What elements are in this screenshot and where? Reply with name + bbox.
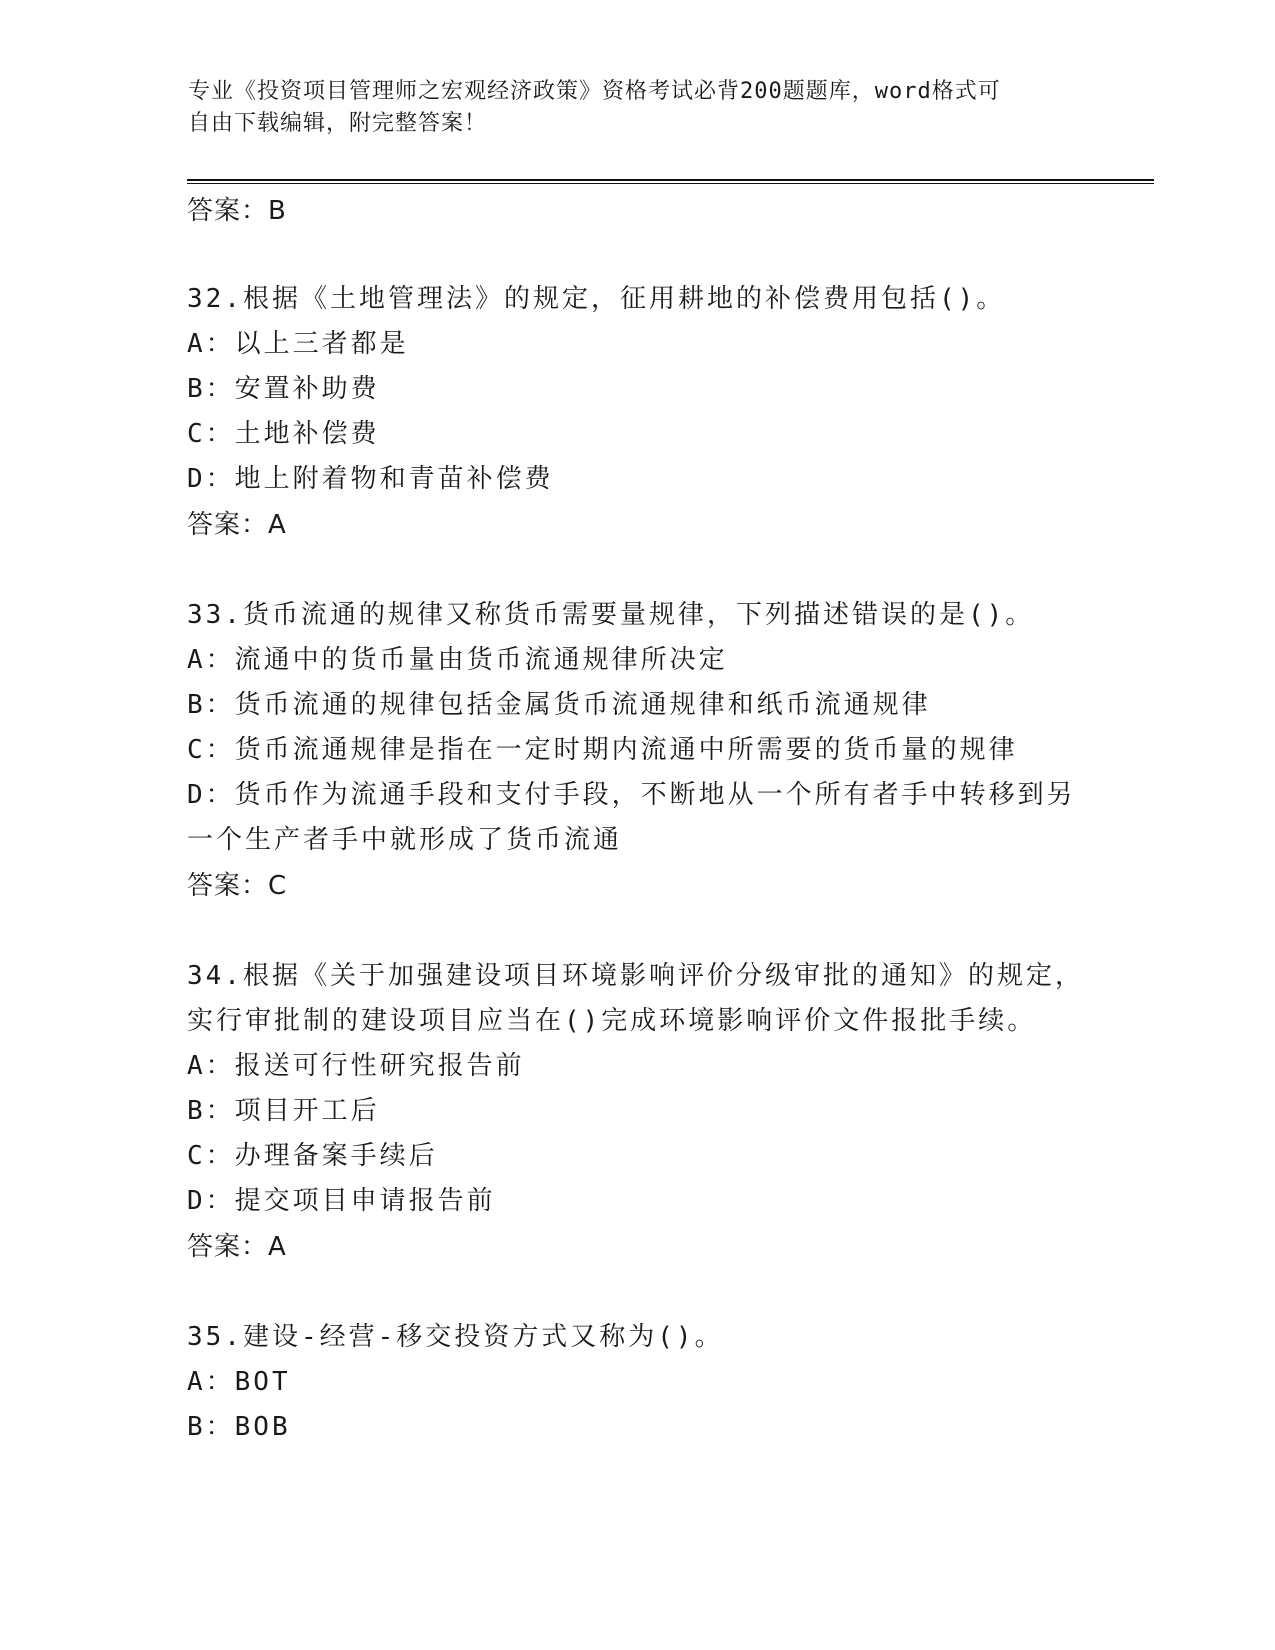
answer-line: 答案：A bbox=[187, 1232, 287, 1262]
answer-option: D：提交项目申请报告前 bbox=[187, 1186, 496, 1216]
answer-line: 答案：A bbox=[187, 510, 287, 540]
header-line-2: 自由下载编辑，附完整答案！ bbox=[188, 111, 488, 136]
question-spacer bbox=[187, 1270, 1087, 1315]
answer-option: A：以上三者都是 bbox=[187, 329, 409, 359]
answer-line: 答案：B bbox=[187, 196, 287, 226]
question-text: 34.根据《关于加强建设项目环境影响评价分级审批的通知》的规定， bbox=[187, 961, 1084, 991]
header-divider-thin bbox=[187, 183, 1154, 184]
answer-option: D：货币作为流通手段和支付手段，不断地从一个所有者手中转移到另 bbox=[187, 780, 1076, 810]
question-block bbox=[187, 593, 1087, 954]
question-text: 实行审批制的建设项目应当在()完成环境影响评价文件报批手续。 bbox=[187, 1006, 1037, 1036]
question-text: 33.货币流通的规律又称货币需要量规律，下列描述错误的是()。 bbox=[187, 600, 1035, 630]
header-line-1: 专业《投资项目管理师之宏观经济政策》资格考试必背200题题库，word格式可 bbox=[188, 79, 1001, 104]
question-spacer bbox=[187, 548, 1087, 593]
question-spacer bbox=[187, 909, 1087, 954]
answer-option: D：地上附着物和青苗补偿费 bbox=[187, 464, 554, 494]
answer-option: A：流通中的货币量由货币流通规律所决定 bbox=[187, 645, 728, 675]
answer-option: B：BOB bbox=[187, 1412, 291, 1442]
question-block bbox=[187, 954, 1087, 1315]
question-text: 35.建设-经营-移交投资方式又称为()。 bbox=[187, 1322, 724, 1352]
answer-option: C：土地补偿费 bbox=[187, 419, 380, 449]
answer-option: C：货币流通规律是指在一定时期内流通中所需要的货币量的规律 bbox=[187, 735, 1018, 765]
question-text: 32.根据《土地管理法》的规定，征用耕地的补偿费用包括()。 bbox=[187, 284, 1006, 314]
answer-option: A：BOT bbox=[187, 1367, 291, 1397]
answer-option: C：办理备案手续后 bbox=[187, 1141, 438, 1171]
answer-option: B：项目开工后 bbox=[187, 1096, 380, 1126]
answer-option: A：报送可行性研究报告前 bbox=[187, 1051, 525, 1081]
question-list bbox=[187, 188, 1087, 1450]
document-header bbox=[188, 76, 1088, 140]
answer-option: B：安置补助费 bbox=[187, 374, 380, 404]
question-block bbox=[187, 277, 1087, 593]
answer-line: 答案：C bbox=[187, 871, 288, 901]
header-divider-thick bbox=[187, 179, 1154, 181]
question-spacer bbox=[187, 234, 1087, 277]
answer-option: B：货币流通的规律包括金属货币流通规律和纸币流通规律 bbox=[187, 690, 931, 720]
answer-option: 一个生产者手中就形成了货币流通 bbox=[187, 825, 623, 855]
question-block bbox=[187, 1315, 1087, 1450]
